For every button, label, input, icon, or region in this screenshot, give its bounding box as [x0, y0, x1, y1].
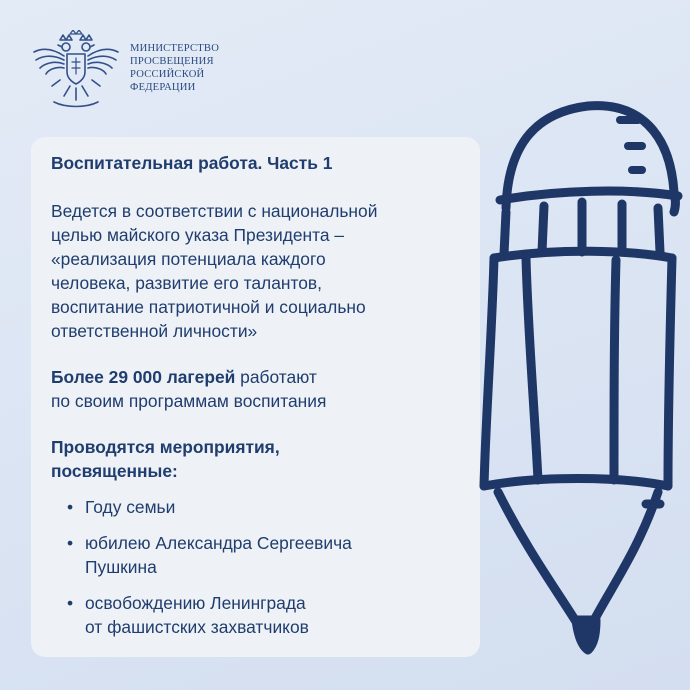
ministry-name [130, 42, 240, 94]
intro-line: ответственной личности» [51, 321, 258, 341]
list-item [51, 591, 460, 639]
event-line: освобождению Ленинграда [85, 593, 306, 613]
ministry-logo [30, 30, 230, 110]
ministry-line: ФЕДЕРАЦИИ [130, 82, 196, 93]
events-heading-line: Проводятся мероприятия, [51, 437, 280, 457]
list-item [51, 531, 460, 579]
bullet-icon: • [67, 533, 74, 553]
event-line: юбилею Александра Сергеевича [85, 533, 352, 553]
ministry-line: РОССИЙСКОЙ [130, 69, 205, 80]
card-title: Воспитательная работа. Часть 1 [51, 153, 333, 173]
event-line: от фашистских захватчиков [85, 617, 309, 637]
events-heading [51, 435, 460, 483]
event-line: Пушкина [85, 557, 157, 577]
camps-count: Более 29 000 лагерей [51, 367, 236, 387]
intro-line: Ведется в соответствии с национальной [51, 201, 378, 221]
intro-paragraph [51, 199, 460, 343]
intro-line: воспитание патриотичной и социально [51, 297, 366, 317]
camps-line: по своим программам воспитания [51, 391, 327, 411]
camps-line [51, 365, 460, 389]
double-headed-eagle-icon [30, 30, 122, 110]
ministry-line: ПРОСВЕЩЕНИЯ [130, 56, 214, 67]
event-line: Году семьи [85, 497, 176, 517]
bullet-icon: • [67, 497, 74, 517]
events-list [51, 495, 460, 639]
ministry-line: МИНИСТЕРСТВО [130, 43, 220, 54]
bullet-icon: • [67, 593, 74, 613]
events-heading-line: посвященные: [51, 461, 178, 481]
list-item [51, 495, 460, 519]
camps-text: работают [235, 367, 317, 387]
camps-paragraph [51, 365, 460, 413]
pencil-illustration [478, 72, 690, 690]
info-card [31, 137, 480, 657]
intro-line: человека, развитие его талантов, [51, 273, 322, 293]
intro-line: «реализация потенциала каждого [51, 249, 326, 269]
intro-line: целью майского указа Президента – [51, 225, 345, 245]
